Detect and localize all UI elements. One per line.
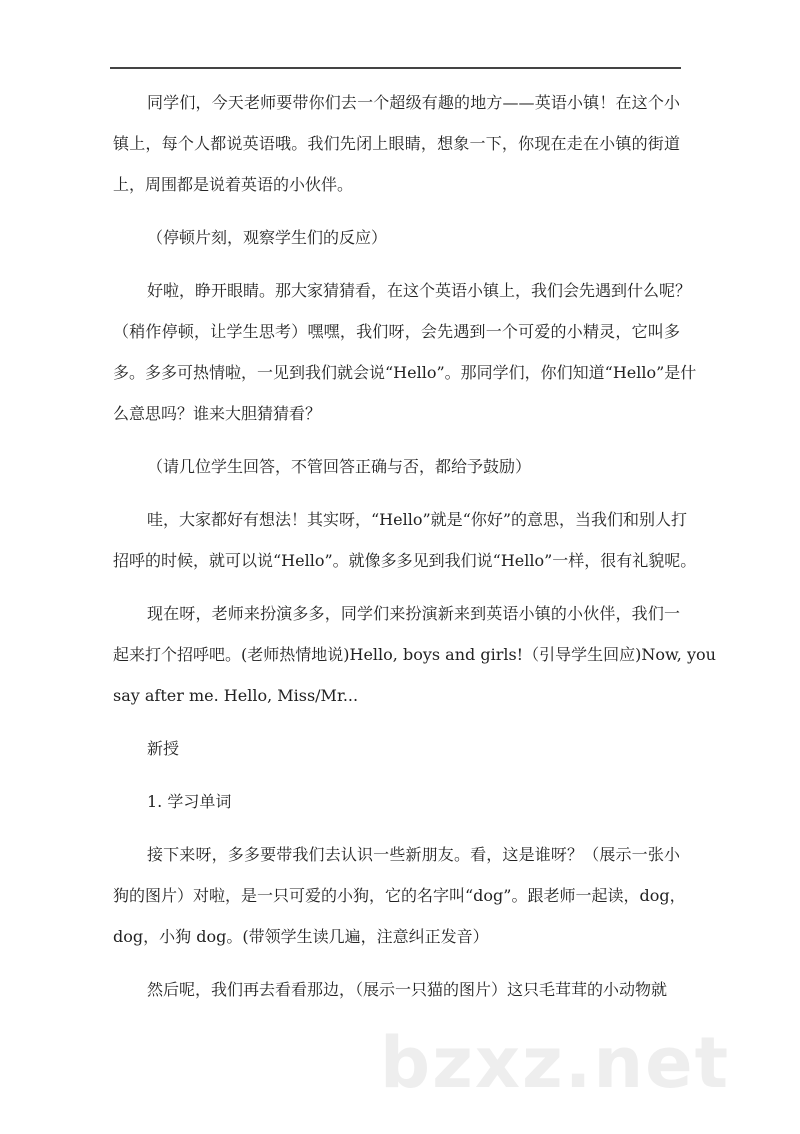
text-line: 哇，大家都好有想法！其实呀，“Hello”就是“你好”的意思，当我们和别人打 [147, 510, 688, 529]
text-line: （请几位学生回答，不管回答正确与否，都给予鼓励） [147, 457, 532, 476]
text-line: 接下来呀，多多要带我们去认识一些新朋友。看，这是谁呀？（展示一张小 [147, 845, 680, 864]
text-line: 好啦，睁开眼睛。那大家猜猜看，在这个英语小镇上，我们会先遇到什么呢？ [147, 281, 692, 300]
paragraph-gap [113, 213, 680, 225]
text-line: 狗的图片）对啦，是一只可爱的小狗，它的名字叫“dog”。跟老师一起读，dog， [113, 886, 686, 905]
paragraph-gap [113, 589, 680, 601]
paragraph-gap [113, 965, 680, 977]
watermark: bzxz.net [380, 1022, 731, 1104]
text-line: （停顿片刻，观察学生们的反应） [147, 228, 388, 247]
text-line: 招呼的时候，就可以说“Hello”。就像多多见到我们说“Hello”一样，很有礼貌呢。 [113, 551, 697, 570]
paragraph-gap [113, 830, 680, 842]
paragraph [113, 842, 686, 965]
text-line: 然后呢，我们再去看看那边，（展示一只猫的图片）这只毛茸茸的小动物就 [147, 980, 668, 999]
paragraph-gap [113, 442, 680, 454]
text-line: dog，小狗 dog。(带领学生读几遍，注意纠正发音） [113, 927, 489, 946]
paragraph-gap [113, 777, 680, 789]
paragraph [113, 977, 680, 1018]
text-line: 起来打个招呼吧。(老师热情地说)Hello, boys and girls!（引导学生回应)Now, you [113, 645, 716, 664]
paragraph [113, 789, 680, 830]
text-line: 上，周围都是说着英语的小伙伴。 [113, 175, 354, 194]
header-rule [110, 67, 681, 69]
text-line: 1. 学习单词 [147, 792, 232, 811]
paragraph [113, 601, 716, 724]
text-line: 镇上，每个人都说英语哦。我们先闭上眼睛，想象一下，你现在走在小镇的街道 [113, 134, 680, 153]
document-body [113, 90, 716, 1018]
paragraph [113, 454, 680, 495]
paragraph [113, 225, 680, 266]
text-line: 么意思吗？谁来大胆猜猜看？ [113, 404, 322, 423]
text-line: 现在呀，老师来扮演多多，同学们来扮演新来到英语小镇的小伙伴，我们一 [147, 604, 680, 623]
paragraph [113, 90, 680, 213]
paragraph-gap [113, 266, 680, 278]
paragraph [113, 736, 680, 777]
paragraph-gap [113, 724, 680, 736]
text-line: 多。多多可热情啦，一见到我们就会说“Hello”。那同学们，你们知道“Hello”是什 [113, 363, 697, 382]
paragraph [113, 507, 697, 589]
text-line: 同学们，今天老师要带你们去一个超级有趣的地方——英语小镇！在这个小 [147, 93, 680, 112]
text-line: say after me. Hello, Miss/Mr... [113, 686, 359, 705]
text-line: 新授 [147, 739, 180, 758]
paragraph-gap [113, 495, 680, 507]
text-line: （稍作停顿，让学生思考）嘿嘿，我们呀，会先遇到一个可爱的小精灵，它叫多 [113, 322, 680, 341]
paragraph [113, 278, 697, 442]
